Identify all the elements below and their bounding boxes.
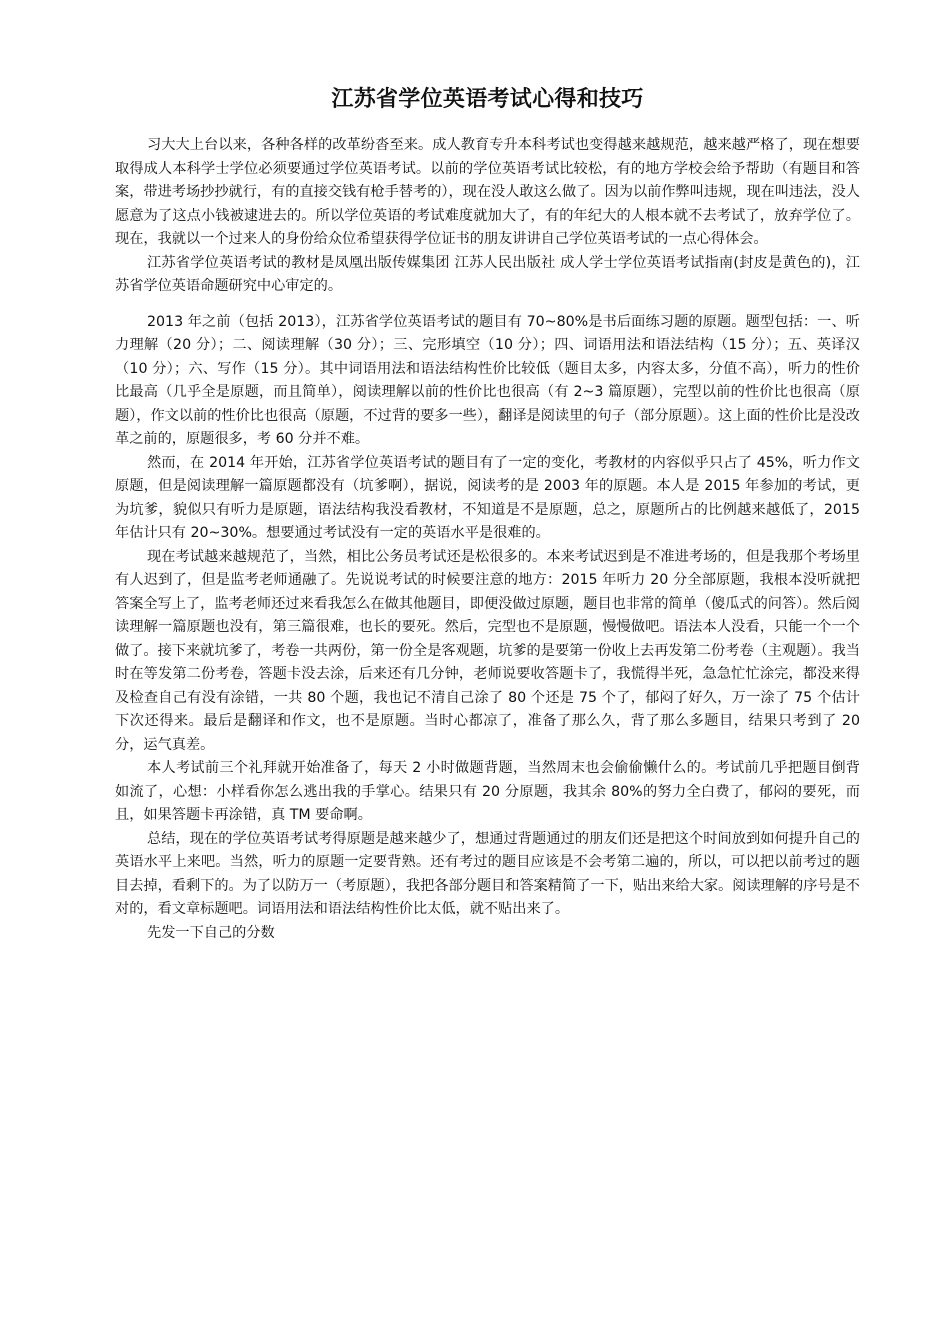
document-body [115, 86, 860, 945]
paragraph-preparation: 本人考试前三个礼拜就开始准备了，每天 2 小时做题背题，当然周末也会偷偷懒什么的。考试前几乎把题目倒背如流了，心想：小样看你怎么逃出我的手掌心。结果只有 20 分原题，我其余 80%的努力全白费了，郁闷的要死，而且，如果答题卡再涂错，真 TM 要命啊。 [115, 760, 860, 823]
document-title: 江苏省学位英语考试心得和技巧 [331, 87, 644, 112]
paragraph-intro: 习大大上台以来，各种各样的改革纷沓至来。成人教育专升本科考试也变得越来越规范，越来越严格了，现在想要取得成人本科学士学位必须要通过学位英语考试。以前的学位英语考试比较松，有的地方学校会给予帮助（有题目和答案，带进考场抄抄就行，有的直接交钱有枪手替考的），现在没人敢这么做了。因为以前作弊叫违规，现在叫违法，没人愿意为了这点小钱被逮进去的。所以学位英语的考试难度就加大了，有的年纪大的人根本就不去考试了，放弃学位了。现在，我就以一个过来人的身份给众位希望获得学位证书的朋友讲讲自己学位英语考试的一点心得体会。 [115, 137, 860, 247]
paragraph-textbook: 江苏省学位英语考试的教材是凤凰出版传媒集团 江苏人民出版社 成人学士学位英语考试指南(封皮是黄色的)，江苏省学位英语命题研究中心审定的。 [115, 254, 860, 294]
paragraph-2014-changes: 然而，在 2014 年开始，江苏省学位英语考试的题目有了一定的变化，考教材的内容似乎只占了 45%，听力作文原题，但是阅读理解一篇原题都没有（坑爹啊），据说，阅读考的是 2003 年的原题。本人是 2015 年参加的考试，更为坑爹，貌似只有听力是原题，语法结构我没看教材，不知道是不是原题，总之，原题所占的比例越来越低了，2015 年估计只有 20~30%。想要通过考试没有一定的英语水平是很难的。 [115, 454, 860, 541]
paragraph-score-note: 先发一下自己的分数 [147, 924, 275, 941]
paragraph-before-2013: 2013 年之前（包括 2013），江苏省学位英语考试的题目有 70~80%是书后面练习题的原题。题型包括：一、听力理解（20 分）；二、阅读理解（30 分）；三、完形填空（10 分）；四、词语用法和语法结构（15 分）；五、英译汉（10 分）；六、写作（15 分）。其中词语用法和语法结构性价比较低（题目太多，内容太多，分值不高），听力的性价比最高（几乎全是原题，而且简单），阅读理解以前的性价比也很高（有 2~3 篇原题），完型以前的性价比也很高（原题），作文以前的性价比也很高（原题，不过背的要多一些），翻译是阅读里的句子（部分原题）。这上面的性价比是没改革之前的，原题很多，考 60 分并不难。 [115, 313, 860, 447]
paragraph-summary: 总结，现在的学位英语考试考得原题是越来越少了，想通过背题通过的朋友们还是把这个时间放到如何提升自己的英语水平上来吧。当然，听力的原题一定要背熟。还有考过的题目应该是不会考第二遍的，所以，可以把以前考过的题目去掉，看剩下的。为了以防万一（考原题），我把各部分题目和答案精简了一下，贴出来给大家。阅读理解的序号是不对的，看文章标题吧。词语用法和语法结构性价比太低，就不贴出来了。 [115, 830, 860, 917]
paragraph-exam-experience: 现在考试越来越规范了，当然，相比公务员考试还是松很多的。本来考试迟到是不准进考场的，但是我那个考场里有人迟到了，但是监考老师通融了。先说说考试的时候要注意的地方：2015 年听力 20 分全部原题，我根本没听就把答案全写上了，监考老师还过来看我怎么在做其他题目，即便没做过原题，题目也非常的简单（傻瓜式的问答）。然后阅读理解一篇原题也没有，第三篇很难，也长的要死。然后，完型也不是原题，慢慢做吧。语法本人没看，只能一个一个做了。接下来就坑爹了，考卷一共两份，第一份全是客观题，坑爹的是要第一份收上去再发第二份考卷（主观题）。我当时在等发第二份考卷，答题卡没去涂，后来还有几分钟，老师说要收答题卡了，我慌得半死，急急忙忙涂完，都没来得及检查自己有没有涂错，一共 80 个题，我也记不清自己涂了 80 个还是 75 个了，郁闷了好久，万一涂了 75 个估计下次还得来。最后是翻译和作文，也不是原题。当时心都凉了，准备了那么久，背了那么多题目，结果只考到了 20 分，运气真差。 [115, 548, 860, 753]
